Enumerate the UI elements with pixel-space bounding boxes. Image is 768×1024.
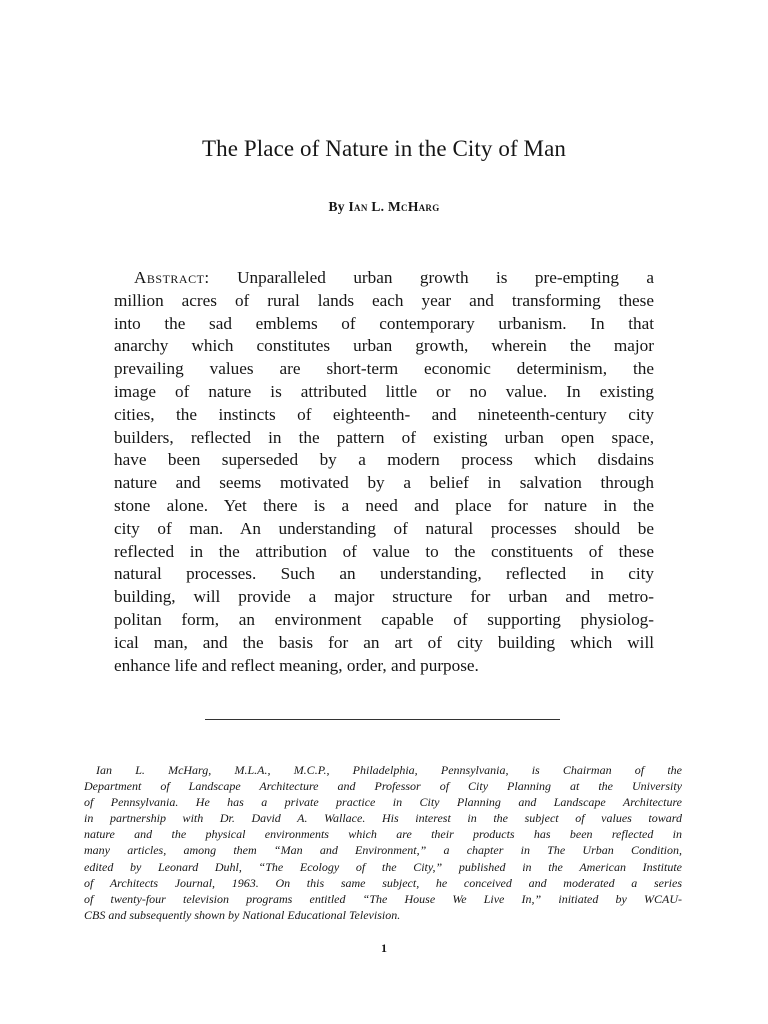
abstract-line: image of nature is attributed little or no value. In existing (114, 381, 654, 401)
abstract-line: reflected in the attribution of value to the constituents of these (114, 541, 654, 561)
abstract-line (114, 267, 654, 290)
article-title: The Place of Nature in the City of Man (201, 136, 567, 161)
footnote-divider (205, 719, 560, 720)
author-name: Ian L. McHarg (348, 199, 440, 214)
abstract-line: ical man, and the basis for an art of city building which will (114, 632, 654, 652)
abstract-line-text: Unparalleled urban growth is pre-empting a (237, 268, 654, 287)
abstract-line: into the sad emblems of contemporary urbanism. In that (114, 313, 654, 333)
footnote-line: of Architects Journal, 1963. On this same subject, he conceived and moderated a series (84, 875, 682, 890)
abstract-line: cities, the instincts of eighteenth- and nineteenth-century city (114, 404, 654, 424)
abstract-line: anarchy which constitutes urban growth, wherein the major (114, 336, 654, 356)
footnote-line: Ian L. McHarg, M.L.A., M.C.P., Philadelphia, Pennsylvania, is Chairman of the (96, 763, 682, 777)
footnote-line: nature and the physical environments which are their products has been reflected in (84, 827, 682, 842)
abstract-line: stone alone. Yet there is a need and place for nature in the (114, 495, 654, 515)
abstract-line: have been superseded by a modern process which disdains (114, 450, 654, 470)
abstract-label: Abstract: (134, 268, 210, 287)
footnote-line: many articles, among them “Man and Environment,” a chapter in The Urban Condition, (84, 843, 682, 858)
abstract (114, 267, 654, 677)
abstract-line: million acres of rural lands each year and transforming these (114, 290, 654, 310)
abstract-line: enhance life and reflect meaning, order, and purpose. (114, 655, 479, 675)
abstract-line: building, will provide a major structure for urban and metro- (114, 587, 654, 607)
abstract-line: nature and seems motivated by a belief in salvation through (114, 473, 654, 493)
page-number: 1 (381, 941, 387, 955)
footnote-line: in partnership with Dr. David A. Wallace. His interest in the subject of values toward (84, 811, 682, 826)
author-footnote (84, 762, 682, 923)
footnote-line: edited by Leonard Duhl, “The Ecology of the City,” published in the American Institute (84, 859, 682, 874)
footnote-line: Department of Landscape Architecture and Professor of City Planning at the University (84, 779, 682, 794)
footnote-line: CBS and subsequently shown by National Educational Television. (84, 907, 401, 922)
abstract-line: builders, reflected in the pattern of existing urban open space, (114, 427, 654, 447)
footnote-line: of twenty-four television programs entitled “The House We Live In,” initiated by WCAU- (84, 891, 682, 906)
byline-prefix: By (328, 199, 345, 214)
byline (0, 199, 768, 215)
abstract-line: city of man. An understanding of natural processes should be (114, 518, 654, 538)
abstract-line: natural processes. Such an understanding, reflected in city (114, 564, 654, 584)
footnote-line: of Pennsylvania. He has a private practice in City Planning and Landscape Architecture (84, 795, 682, 810)
abstract-line: politan form, an environment capable of supporting physiolog- (114, 609, 654, 629)
abstract-line: prevailing values are short-term economic determinism, the (114, 359, 654, 379)
